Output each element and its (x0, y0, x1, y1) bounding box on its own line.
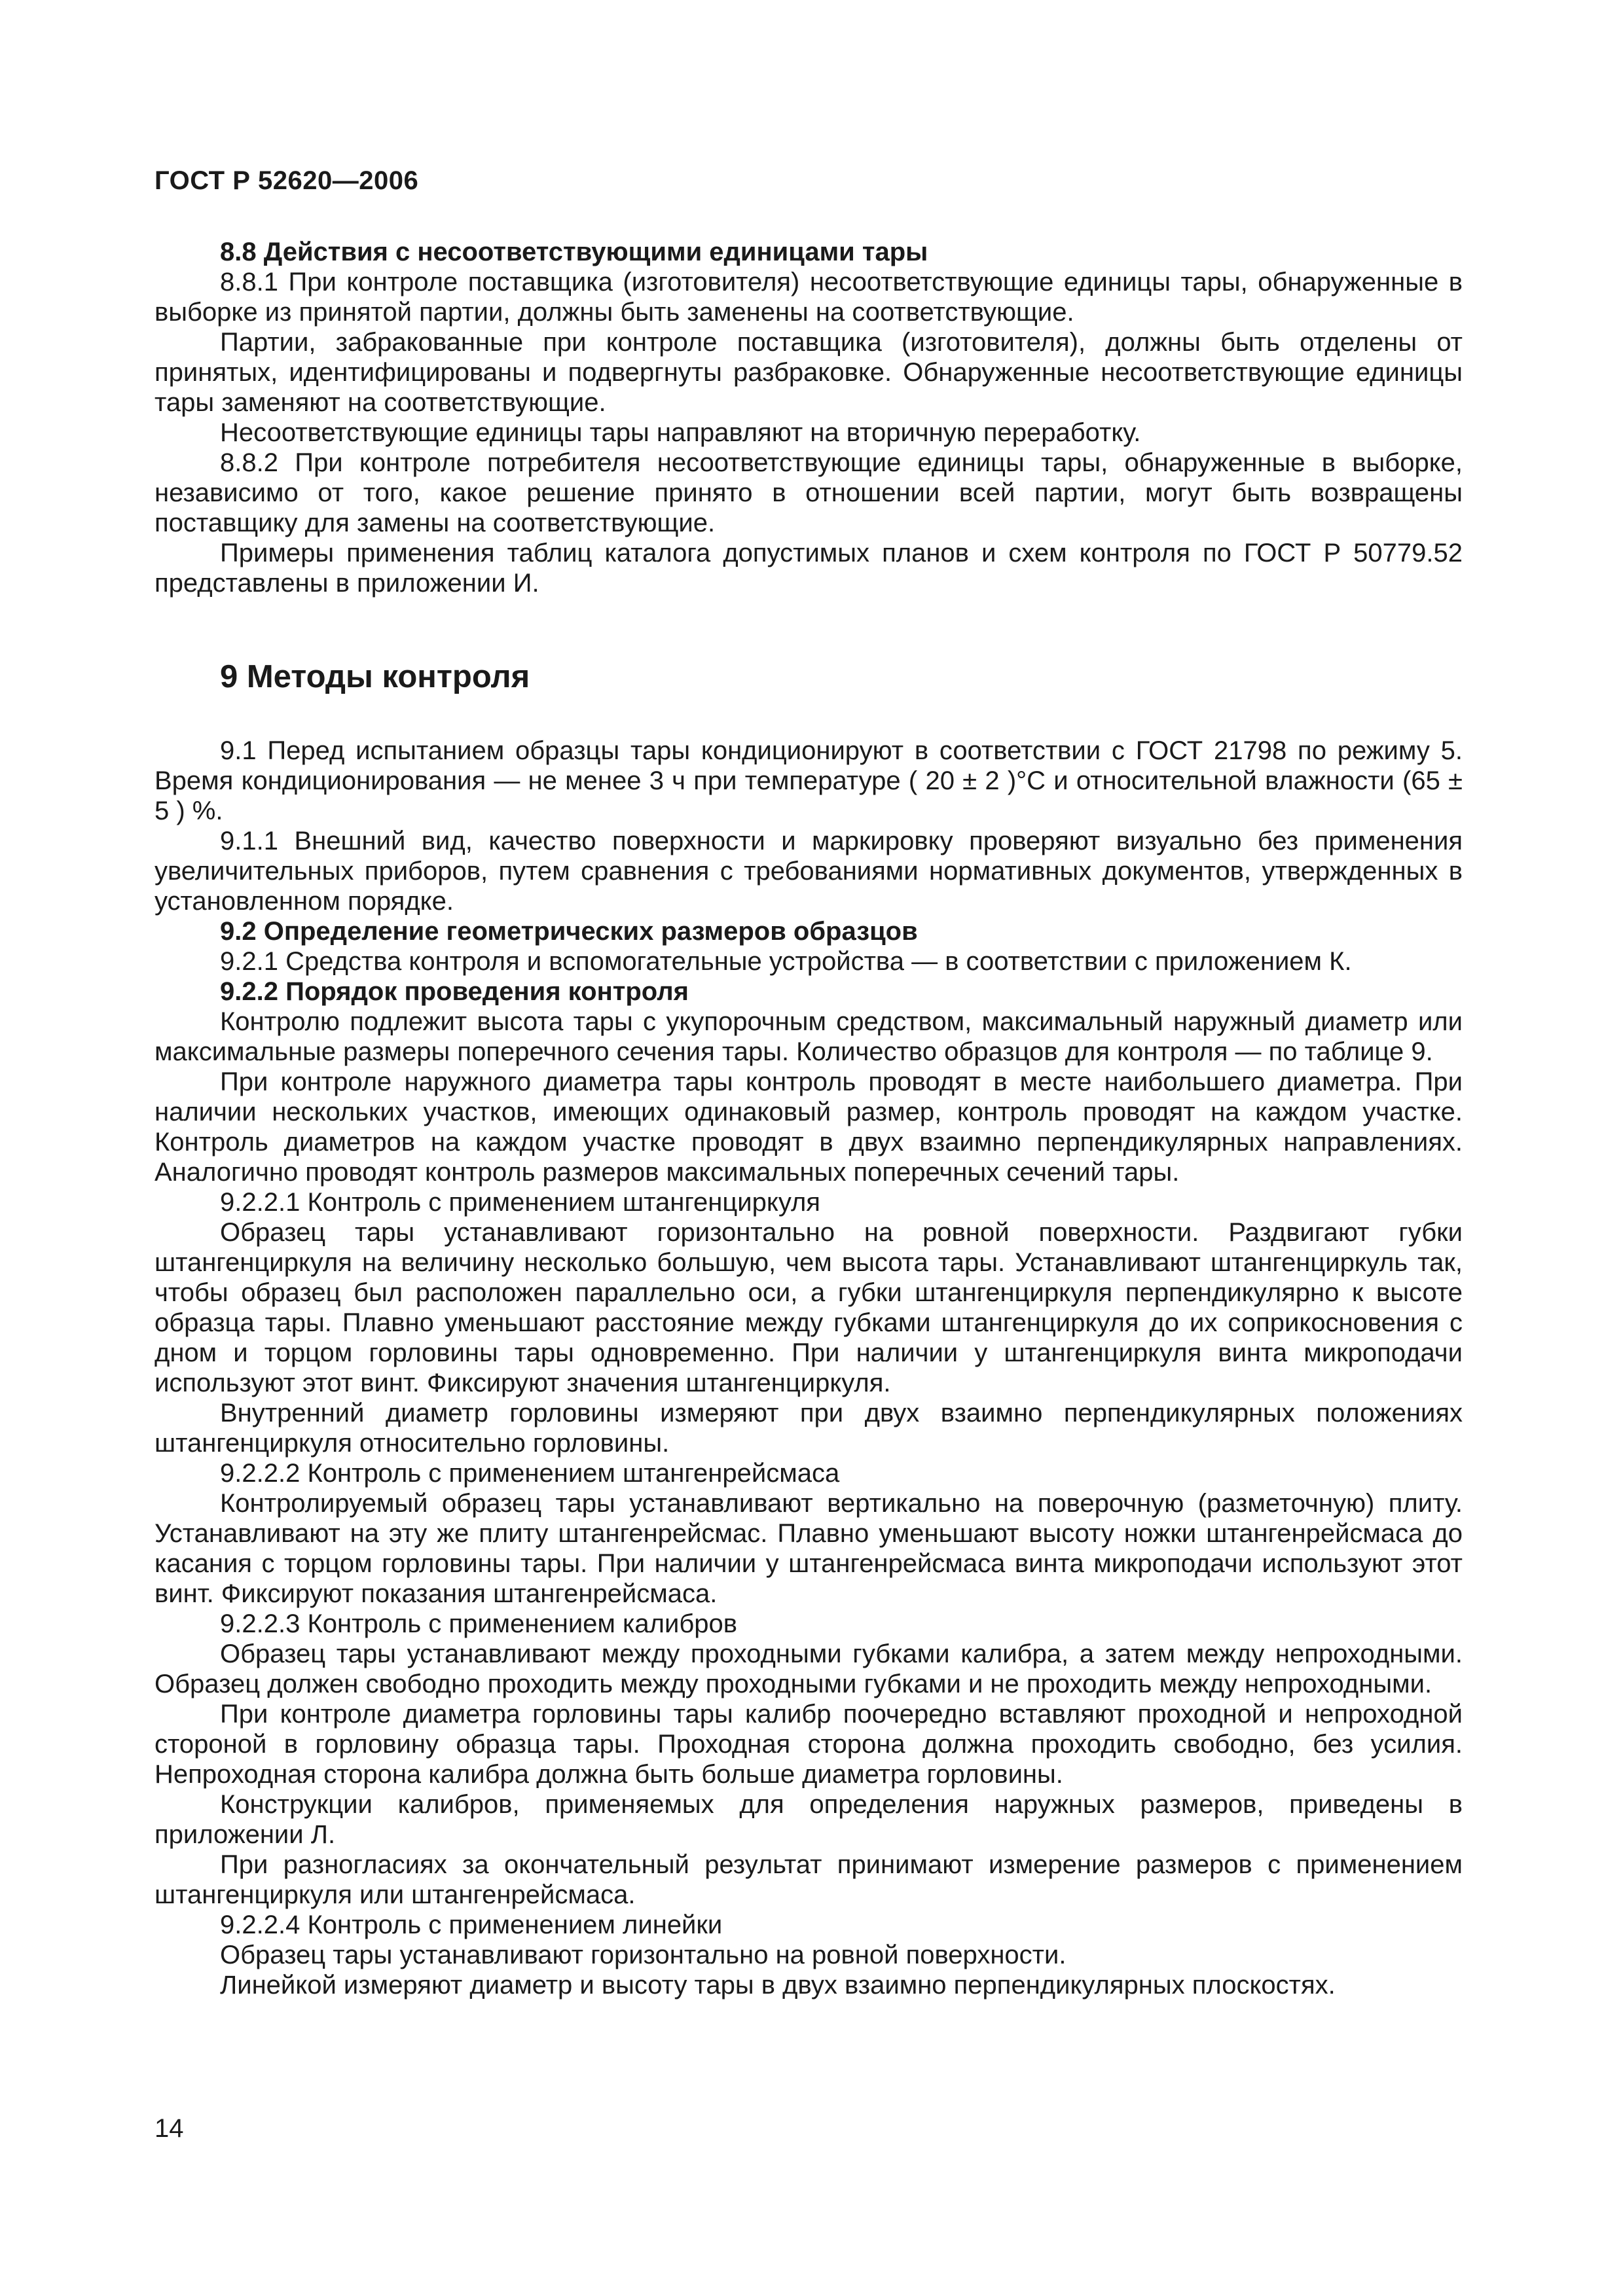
subsection-heading: 8.8 Действия с несоответствующими единицами тары (220, 238, 928, 266)
paragraph: 8.8.1 При контроле поставщика (изготовителя) несоответствующие единицы тары, обнаруженные в выборке из принятой партии, должны быть заменены на соответствующие. (155, 268, 1463, 327)
paragraph: 9.2.2.3 Контроль с применением калибров (220, 1609, 737, 1638)
paragraph: Несоответствующие единицы тары направляют на вторичную переработку. (220, 418, 1141, 447)
paragraph: 9.1.1 Внешний вид, качество поверхности и маркировку проверяют визуально без применения увеличительных приборов, путем сравнения с требованиями нормативных документов, утвержденных в установленном порядке. (155, 827, 1463, 916)
paragraph: Образец тары устанавливают между проходными губками калибра, а затем между непроходными. Образец должен свободно проходить между проходными губками и не проходить между непроходными. (155, 1640, 1463, 1698)
paragraph: Конструкции калибров, применяемых для определения наружных размеров, приведены в приложении Л. (155, 1790, 1463, 1849)
section-9-text (155, 736, 1463, 2000)
paragraph: 9.2.1 Средства контроля и вспомогательные устройства — в соответствии с приложением К. (220, 947, 1352, 976)
paragraph: 9.2.2.1 Контроль с применением штангенциркуля (220, 1188, 820, 1217)
section-9-title: 9 Методы контроля (220, 659, 530, 694)
page-number: 14 (155, 2114, 184, 2143)
paragraph: 9.2.2.4 Контроль с применением линейки (220, 1910, 723, 1939)
paragraph: Примеры применения таблиц каталога допустимых планов и схем контроля по ГОСТ Р 50779.52 представлены в приложении И. (155, 539, 1463, 598)
paragraph: Контролируемый образец тары устанавливают вертикально на поверочную (разметочную) плиту. Устанавливают на эту же плиту штангенрейсмас. Плавно уменьшают высоту ножки штангенрейсмаса до касания с торцом горловины тары. При наличии у штангенрейсмаса винта микроподачи используют этот винт. Фиксируют показания штангенрейсмаса. (155, 1489, 1463, 1608)
paragraph: Линейкой измеряют диаметр и высоту тары в двух взаимно перпендикулярных плоскостях. (220, 1971, 1336, 2000)
paragraph: Контролю подлежит высота тары с укупорочным средством, максимальный наружный диаметр или максимальные размеры поперечного сечения тары. Количество образцов для контроля — по таблице 9. (155, 1007, 1463, 1066)
paragraph: Образец тары устанавливают горизонтально на ровной поверхности. (220, 1941, 1067, 1969)
paragraph: Партии, забракованные при контроле поставщика (изготовителя), должны быть отделены от принятых, идентифицированы и подвергнуты разбраковке. Обнаруженные несоответствующие единицы тары заменяют на соответствующие. (155, 328, 1463, 417)
paragraph: Образец тары устанавливают горизонтально на ровной поверхности. Раздвигают губки штангенциркуля на величину несколько большую, чем высота тары. Устанавливают штангенциркуль так, чтобы образец был расположен параллельно оси, а губки штангенциркуля перпендикулярно к высоте образца тары. Плавно уменьшают расстояние между губками штангенциркуля до их соприкосновения с дном и торцом горловины тары одновременно. При наличии у штангенциркуля винта микроподачи используют этот винт. Фиксируют значения штангенциркуля. (155, 1218, 1463, 1397)
paragraph: При разногласиях за окончательный результат принимают измерение размеров с применением штангенциркуля или штангенрейсмаса. (155, 1850, 1463, 1909)
subsection-heading: 9.2.2 Порядок проведения контроля (220, 977, 689, 1006)
paragraph: 9.1 Перед испытанием образцы тары кондиционируют в соответствии с ГОСТ 21798 по режиму 5. Время кондиционирования — не менее 3 ч при температуре ( 20 ± 2 )°С и относительной влажности (65 ± 5 ) %. (155, 736, 1463, 825)
subsection-heading: 9.2 Определение геометрических размеров образцов (220, 917, 918, 946)
paragraph: 9.2.2.2 Контроль с применением штангенрейсмаса (220, 1459, 840, 1488)
paragraph: Внутренний диаметр горловины измеряют при двух взаимно перпендикулярных положениях штангенциркуля относительно горловины. (155, 1399, 1463, 1458)
paragraph: 8.8.2 При контроле потребителя несоответствующие единицы тары, обнаруженные в выборке, независимо от того, какое решение принято в отношении всей партии, могут быть возвращены поставщику для замены на соответствующие. (155, 448, 1463, 537)
paragraph: При контроле диаметра горловины тары калибр поочередно вставляют проходной и непроходной стороной в горловину образца тары. Проходная сторона должна проходить свободно, без усилия. Непроходная сторона калибра должна быть больше диаметра горловины. (155, 1700, 1463, 1789)
section-8-8-text (155, 237, 1463, 598)
paragraph: При контроле наружного диаметра тары контроль проводят в месте наибольшего диаметра. При наличии нескольких участков, имеющих одинаковый размер, контроль проводят на каждом участке. Контроль диаметров на каждом участке проводят в двух взаимно перпендикулярных направлениях. Аналогично проводят контроль размеров максимальных поперечных сечений тары. (155, 1067, 1463, 1187)
document-header: ГОСТ Р 52620—2006 (155, 166, 419, 195)
